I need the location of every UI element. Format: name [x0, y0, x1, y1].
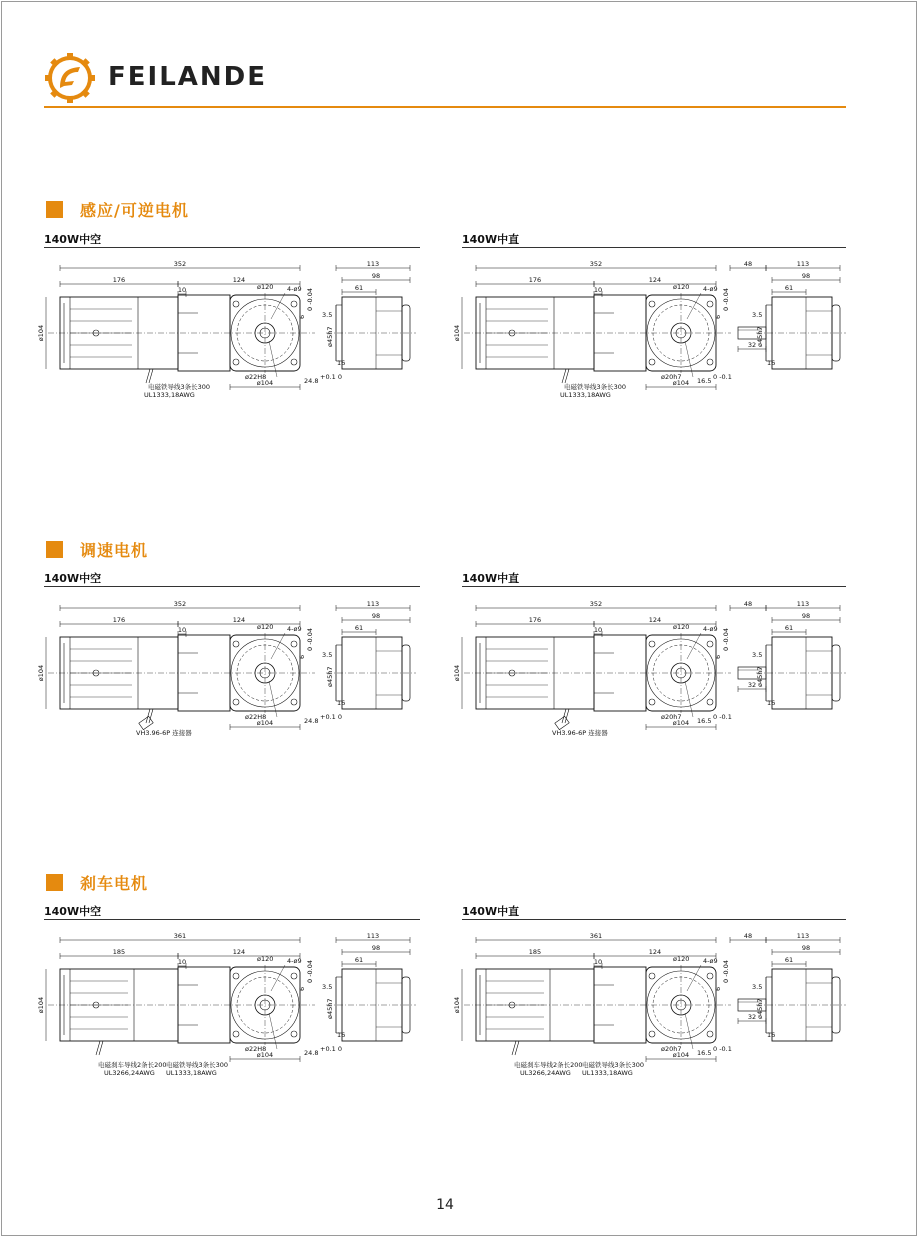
dim-pcd: ø120 — [257, 283, 274, 291]
dim-side-16: 16 — [767, 1031, 776, 1039]
cable-spec: UL1333,18AWG — [166, 1069, 217, 1077]
subsection-rule — [44, 586, 420, 587]
dim-side-98: 98 — [371, 272, 381, 280]
dim-gearbox-length: 124 — [648, 616, 662, 624]
dim-height-104: ø104 — [453, 996, 461, 1014]
dim-side-98: 98 — [801, 272, 811, 280]
dim-flange-width: ø104 — [256, 379, 274, 387]
dim-key-tol: 0 -0.04 — [722, 627, 730, 651]
dim-side-16: 16 — [767, 359, 776, 367]
dim-side-113: 113 — [796, 600, 810, 608]
dim-side-3.5: 3.5 — [322, 311, 333, 319]
dim-bore: ø20h7 — [661, 1045, 682, 1053]
dim-total-length: 361 — [589, 932, 603, 940]
dim-side-113: 113 — [796, 932, 810, 940]
dim-side-32: 32 — [747, 341, 757, 349]
dim-side-3.5: 3.5 — [322, 983, 333, 991]
dim-holes: 4-ø9 — [287, 625, 302, 633]
dim-depth-tol: +0.1 0 — [320, 1045, 342, 1053]
dim-key: 6 — [714, 986, 722, 991]
dim-depth-tol: +0.1 0 — [320, 373, 342, 381]
dim-bore: ø22H8 — [245, 373, 267, 381]
section-title-text: 感应/可逆电机 — [80, 201, 189, 220]
dim-pcd: ø120 — [257, 623, 274, 631]
dim-depth: 16.5 — [697, 1049, 712, 1057]
dim-total-length: 352 — [173, 600, 187, 608]
dim-key: 6 — [714, 654, 722, 659]
dim-ten: 10 — [593, 286, 603, 294]
cable-spec: VH3.96-6P 连接器 — [136, 729, 192, 737]
cable-spec: UL1333,18AWG — [560, 391, 611, 399]
dim-side-shaft: ø45h7 — [326, 998, 334, 1019]
motor-drawing — [453, 598, 846, 752]
dim-side-113: 113 — [366, 260, 380, 268]
section-marker — [46, 874, 63, 891]
dim-total-length: 352 — [589, 600, 603, 608]
dim-ten: 10 — [177, 626, 187, 634]
dim-side-61: 61 — [354, 624, 364, 632]
subsection-label: 140W中直 — [462, 905, 520, 918]
cable-spec: UL1333,18AWG — [582, 1069, 633, 1077]
dim-gearbox-length: 124 — [232, 276, 246, 284]
dim-gearbox-length: 124 — [232, 948, 246, 956]
dim-side-3.5: 3.5 — [752, 311, 763, 319]
dim-key-tol: 0 -0.04 — [306, 627, 314, 651]
dim-key: 6 — [714, 314, 722, 319]
motor-drawing — [37, 258, 420, 412]
subsection-label: 140W中空 — [44, 905, 102, 918]
cable-spec: VH3.96-6P 连接器 — [552, 729, 608, 737]
dim-holes: 4-ø9 — [287, 285, 302, 293]
dim-side-61: 61 — [354, 956, 364, 964]
dim-depth-tol: 0 -0.1 — [713, 713, 732, 721]
dim-side-shaft: ø45h7 — [756, 998, 764, 1019]
motor-drawing-svg — [453, 258, 846, 408]
section-title-text: 刹车电机 — [80, 874, 149, 893]
dim-flange-width: ø104 — [672, 1051, 690, 1059]
dim-side-113: 113 — [796, 260, 810, 268]
dim-ten: 10 — [593, 626, 603, 634]
header-rule — [44, 106, 846, 108]
dim-height-104: ø104 — [37, 996, 45, 1014]
dim-side-61: 61 — [784, 284, 794, 292]
dim-motor-length: 185 — [112, 948, 126, 956]
motor-drawing-svg — [453, 930, 846, 1080]
dim-holes: 4-ø9 — [703, 285, 718, 293]
dim-depth-tol: +0.1 0 — [320, 713, 342, 721]
cable-spec: 电磁铁导线3条长300 — [564, 383, 627, 391]
dim-side-3.5: 3.5 — [322, 651, 333, 659]
dim-key-tol: 0 -0.04 — [306, 287, 314, 311]
dim-motor-length: 176 — [528, 276, 542, 284]
dim-total-length: 352 — [589, 260, 603, 268]
subsection-label: 140W中直 — [462, 233, 520, 246]
subsection-rule — [44, 919, 420, 920]
dim-side-98: 98 — [801, 944, 811, 952]
cable-spec: 电磁铁导线3条长300 — [166, 1061, 229, 1069]
motor-drawing-svg — [453, 598, 846, 748]
dim-motor-length: 176 — [112, 616, 126, 624]
dim-depth-tol: 0 -0.1 — [713, 1045, 732, 1053]
dim-depth: 24.8 — [304, 717, 319, 725]
dim-gearbox-length: 124 — [648, 948, 662, 956]
dim-pcd: ø120 — [673, 283, 690, 291]
cable-spec: 电磁刹车导线2条长200 — [98, 1061, 167, 1069]
dim-key-tol: 0 -0.04 — [722, 287, 730, 311]
dim-height-104: ø104 — [453, 324, 461, 342]
dim-key: 6 — [298, 986, 306, 991]
dim-height-104: ø104 — [453, 664, 461, 682]
dim-flange-width: ø104 — [256, 719, 274, 727]
dim-ten: 10 — [177, 958, 187, 966]
dim-flange-width: ø104 — [256, 1051, 274, 1059]
dim-holes: 4-ø9 — [287, 957, 302, 965]
dim-key: 6 — [298, 654, 306, 659]
section-marker — [46, 541, 63, 558]
dim-side-32: 32 — [747, 681, 757, 689]
dim-motor-length: 176 — [528, 616, 542, 624]
dim-depth: 24.8 — [304, 1049, 319, 1057]
dim-side-16: 16 — [337, 1031, 346, 1039]
dim-depth: 16.5 — [697, 377, 712, 385]
dim-bore: ø22H8 — [245, 1045, 267, 1053]
dim-flange-width: ø104 — [672, 379, 690, 387]
page-number: 14 — [436, 1197, 454, 1213]
dim-side-3.5: 3.5 — [752, 651, 763, 659]
dim-height-104: ø104 — [37, 324, 45, 342]
dim-side-48: 48 — [743, 932, 753, 940]
dim-side-shaft: ø45h7 — [326, 666, 334, 687]
cable-spec: UL3266,24AWG — [520, 1069, 571, 1077]
dim-side-16: 16 — [337, 359, 346, 367]
subsection-label: 140W中空 — [44, 233, 102, 246]
cable-spec: 电磁铁导线3条长300 — [148, 383, 211, 391]
dim-ten: 10 — [177, 286, 187, 294]
dim-side-48: 48 — [743, 260, 753, 268]
dim-side-shaft: ø45h7 — [756, 326, 764, 347]
cable-spec: UL3266,24AWG — [104, 1069, 155, 1077]
subsection-rule — [462, 586, 846, 587]
dim-side-shaft: ø45h7 — [326, 326, 334, 347]
dim-ten: 10 — [593, 958, 603, 966]
dim-pcd: ø120 — [673, 623, 690, 631]
subsection-label: 140W中空 — [44, 572, 102, 585]
dim-key-tol: 0 -0.04 — [306, 959, 314, 983]
dim-side-98: 98 — [371, 612, 381, 620]
dim-depth-tol: 0 -0.1 — [713, 373, 732, 381]
dim-depth: 24.8 — [304, 377, 319, 385]
subsection-rule — [44, 247, 420, 248]
dim-side-113: 113 — [366, 600, 380, 608]
dim-side-16: 16 — [767, 699, 776, 707]
dim-depth: 16.5 — [697, 717, 712, 725]
subsection-label: 140W中直 — [462, 572, 520, 585]
dim-bore: ø22H8 — [245, 713, 267, 721]
dim-total-length: 352 — [173, 260, 187, 268]
dim-side-61: 61 — [354, 284, 364, 292]
gear-logo-icon — [44, 52, 96, 104]
dim-motor-length: 176 — [112, 276, 126, 284]
dim-bore: ø20h7 — [661, 713, 682, 721]
motor-drawing — [453, 258, 846, 412]
dim-pcd: ø120 — [257, 955, 274, 963]
brand-name: FEILANDE — [108, 62, 267, 92]
dim-side-shaft: ø45h7 — [756, 666, 764, 687]
subsection-rule — [462, 247, 846, 248]
cable-spec: UL1333,18AWG — [144, 391, 195, 399]
dim-side-98: 98 — [371, 944, 381, 952]
section-marker — [46, 201, 63, 218]
section-title-text: 调速电机 — [80, 541, 149, 560]
dim-key: 6 — [298, 314, 306, 319]
dim-holes: 4-ø9 — [703, 625, 718, 633]
subsection-rule — [462, 919, 846, 920]
cable-spec: 电磁刹车导线2条长200 — [514, 1061, 583, 1069]
dim-side-61: 61 — [784, 956, 794, 964]
dim-side-16: 16 — [337, 699, 346, 707]
dim-flange-width: ø104 — [672, 719, 690, 727]
dim-bore: ø20h7 — [661, 373, 682, 381]
dim-side-3.5: 3.5 — [752, 983, 763, 991]
motor-drawing — [453, 930, 846, 1084]
dim-gearbox-length: 124 — [232, 616, 246, 624]
dim-side-32: 32 — [747, 1013, 757, 1021]
motor-drawing-svg — [37, 598, 420, 748]
dim-side-48: 48 — [743, 600, 753, 608]
dim-side-61: 61 — [784, 624, 794, 632]
dim-pcd: ø120 — [673, 955, 690, 963]
dim-holes: 4-ø9 — [703, 957, 718, 965]
cable-spec: 电磁铁导线3条长300 — [582, 1061, 645, 1069]
dim-side-113: 113 — [366, 932, 380, 940]
motor-drawing-svg — [37, 258, 420, 408]
motor-drawing — [37, 930, 420, 1084]
dim-motor-length: 185 — [528, 948, 542, 956]
motor-drawing-svg — [37, 930, 420, 1080]
dim-height-104: ø104 — [37, 664, 45, 682]
motor-drawing — [37, 598, 420, 752]
dim-gearbox-length: 124 — [648, 276, 662, 284]
dim-key-tol: 0 -0.04 — [722, 959, 730, 983]
dim-total-length: 361 — [173, 932, 187, 940]
dim-side-98: 98 — [801, 612, 811, 620]
